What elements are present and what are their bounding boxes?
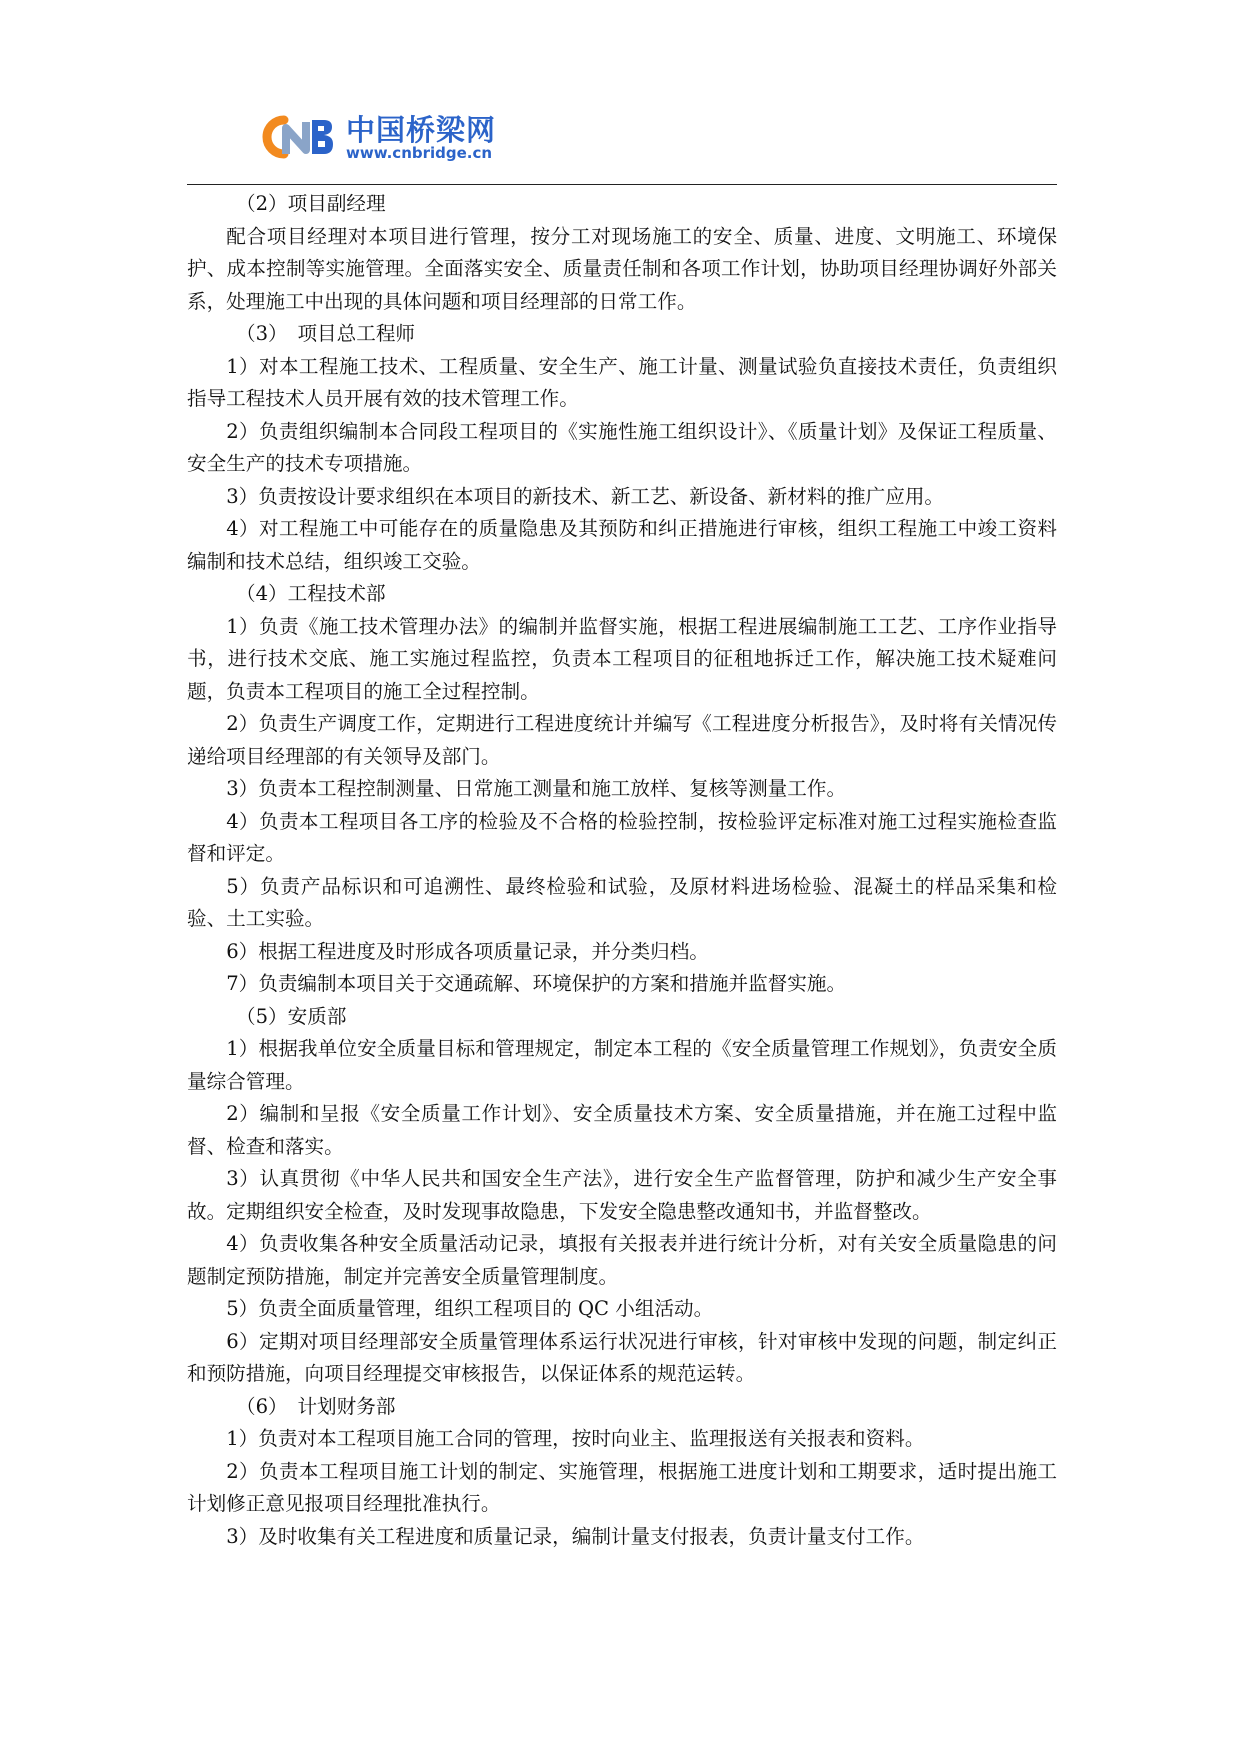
body-paragraph: 5）负责全面质量管理，组织工程项目的 QC 小组活动。	[226, 1297, 714, 1320]
body-paragraph: 7）负责编制本项目关于交通疏解、环境保护的方案和措施并监督实施。	[226, 972, 847, 995]
body-paragraph: 配合项目经理对本项目进行管理，按分工对现场施工的安全、质量、进度、文明施工、环境保护、成本控制等实施管理。全面落实安全、质量责任制和各项工作计划，协助项目经理协调好外部关系，处理施工中出现的具体问题和项目经理部的日常工作。	[187, 224, 1057, 313]
body-paragraph: 5）负责产品标识和可追溯性、最终检验和试验，及原材料进场检验、混凝土的样品采集和检验、土工实验。	[187, 874, 1057, 930]
body-paragraph: 1）负责《施工技术管理办法》的编制并监督实施，根据工程进展编制施工工艺、工序作业指导书，进行技术交底、施工实施过程监控，负责本工程项目的征租地拆迁工作，解决施工技术疑难问题，负责本工程项目的施工全过程控制。	[187, 614, 1057, 703]
body-paragraph: 3）负责按设计要求组织在本项目的新技术、新工艺、新设备、新材料的推广应用。	[226, 484, 945, 508]
body-paragraph: 3）认真贯彻《中华人民共和国安全生产法》，进行安全生产监督管理，防护和减少生产安全事故。定期组织安全检查，及时发现事故隐患，下发安全隐患整改通知书，并监督整改。	[187, 1167, 1057, 1223]
body-paragraph: 4）负责本工程项目各工序的检验及不合格的检验控制，按检验评定标准对施工过程实施检查监督和评定。	[187, 809, 1057, 865]
document-body	[187, 188, 1057, 1553]
cnb-logo-icon	[262, 114, 336, 160]
body-paragraph: 1）对本工程施工技术、工程质量、安全生产、施工计量、测量试验负直接技术责任，负责组织指导工程技术人员开展有效的技术管理工作。	[187, 354, 1057, 410]
body-paragraph: 2）负责本工程项目施工计划的制定、实施管理，根据施工进度计划和工期要求，适时提出施工计划修正意见报项目经理批准执行。	[187, 1459, 1057, 1515]
body-paragraph: 1）负责对本工程项目施工合同的管理，按时向业主、监理报送有关报表和资料。	[226, 1427, 925, 1450]
body-paragraph: 3）负责本工程控制测量、日常施工测量和施工放样、复核等测量工作。	[226, 777, 847, 800]
section-heading: （5）安质部	[236, 1004, 347, 1028]
logo-title: 中国桥梁网	[346, 113, 497, 147]
section-heading: （6） 计划财务部	[236, 1394, 396, 1418]
body-paragraph: 4）负责收集各种安全质量活动记录，填报有关报表并进行统计分析，对有关安全质量隐患的问题制定预防措施，制定并完善安全质量管理制度。	[187, 1232, 1057, 1288]
body-paragraph: 2）负责组织编制本合同段工程项目的《实施性施工组织设计》、《质量计划》及保证工程质量、安全生产的技术专项措施。	[187, 419, 1057, 475]
site-logo	[262, 108, 522, 164]
body-paragraph: 6）定期对项目经理部安全质量管理体系运行状况进行审核，针对审核中发现的问题，制定纠正和预防措施，向项目经理提交审核报告，以保证体系的规范运转。	[187, 1329, 1057, 1385]
body-paragraph: 2）负责生产调度工作，定期进行工程进度统计并编写《工程进度分析报告》，及时将有关情况传递给项目经理部的有关领导及部门。	[187, 712, 1057, 768]
section-heading: （3） 项目总工程师	[236, 322, 416, 345]
section-heading: （2）项目副经理	[236, 192, 386, 215]
section-heading: （4）工程技术部	[236, 582, 386, 605]
body-paragraph: 3）及时收集有关工程进度和质量记录，编制计量支付报表，负责计量支付工作。	[226, 1524, 925, 1548]
body-paragraph: 1）根据我单位安全质量目标和管理规定，制定本工程的《安全质量管理工作规划》，负责安全质量综合管理。	[187, 1037, 1057, 1093]
logo-url: www.cnbridge.cn	[346, 144, 493, 162]
body-paragraph: 6）根据工程进度及时形成各项质量记录，并分类归档。	[226, 939, 709, 963]
body-paragraph: 2）编制和呈报《安全质量工作计划》、安全质量技术方案、安全质量措施，并在施工过程中监督、检查和落实。	[187, 1102, 1057, 1158]
header-divider	[187, 184, 1057, 185]
body-paragraph: 4）对工程施工中可能存在的质量隐患及其预防和纠正措施进行审核，组织工程施工中竣工资料编制和技术总结，组织竣工交验。	[187, 517, 1057, 573]
